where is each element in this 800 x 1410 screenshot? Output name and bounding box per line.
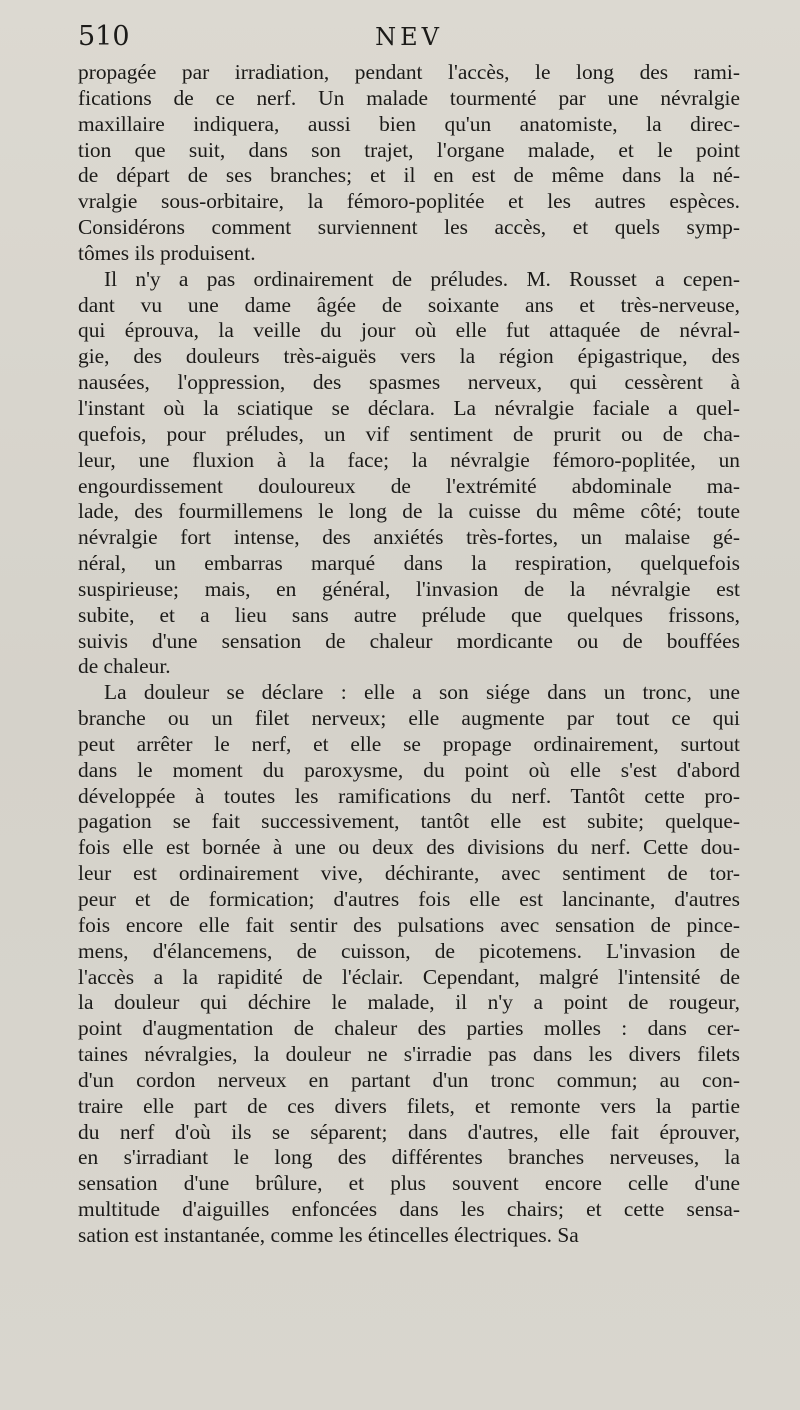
text-line: développée à toutes les ramifications du nerf. Tantôt cette pro- — [78, 783, 740, 808]
text-line: nausées, l'oppression, des spasmes nerveux, qui cessèrent à — [78, 370, 740, 395]
paragraph — [78, 267, 740, 681]
text-line: propagée par irradiation, pendant l'accès, le long des rami- — [78, 60, 740, 84]
text-line: névralgie fort intense, des anxiétés très-fortes, un malaise gé- — [78, 525, 740, 550]
text-line: Il n'y a pas ordinairement de préludes. M. Rousset a cepen- — [104, 266, 740, 291]
text-line: dant vu une dame âgée de soixante ans et très-nerveuse, — [78, 292, 740, 317]
text-line: qui éprouva, la veille du jour où elle fut attaquée de névral- — [78, 318, 740, 343]
text-line: fications de ce nerf. Un malade tourmenté par une névralgie — [78, 85, 740, 110]
text-line: vralgie sous-orbitaire, la fémoro-poplitée et les autres espèces. — [78, 189, 740, 214]
paragraph — [78, 60, 740, 267]
text-line: l'accès a la rapidité de l'éclair. Cependant, malgré l'intensité de — [78, 964, 740, 989]
text-line: d'un cordon nerveux en partant d'un tronc commun; au con- — [78, 1067, 740, 1092]
text-line: multitude d'aiguilles enfoncées dans les chairs; et cette sensa- — [78, 1197, 740, 1222]
text-line: La douleur se déclare : elle a son siége dans un tronc, une — [104, 680, 740, 705]
text-line: subite, et a lieu sans autre prélude que quelques frissons, — [78, 602, 740, 627]
page-header — [78, 22, 740, 52]
page-number: 510 — [78, 21, 130, 52]
text-line: branche ou un filet nerveux; elle augmente par tout ce qui — [78, 706, 740, 731]
text-line: néral, un embarras marqué dans la respiration, quelquefois — [78, 551, 740, 576]
text-line: pagation se fait successivement, tantôt elle est subite; quelque- — [78, 809, 740, 834]
text-line: suivis d'une sensation de chaleur mordicante ou de bouffées — [78, 628, 740, 653]
running-head: NEV — [375, 23, 443, 51]
text-line: suspirieuse; mais, en général, l'invasion de la névralgie est — [78, 576, 740, 601]
text-line: quefois, pour préludes, un vif sentiment de prurit ou de cha- — [78, 421, 740, 446]
text-line: Considérons comment surviennent les accès, et quels symp- — [78, 215, 740, 240]
text-line: la douleur qui déchire le malade, il n'y a point de rougeur, — [78, 990, 740, 1015]
text-line: peut arrêter le nerf, et elle se propage ordinairement, surtout — [78, 731, 740, 756]
text-line: de chaleur. — [78, 654, 171, 679]
text-line: traire elle part de ces divers filets, et remonte vers la partie — [78, 1093, 740, 1118]
text-line: de départ de ses branches; et il en est de même dans la né- — [78, 163, 740, 188]
text-line: tômes ils produisent. — [78, 240, 256, 265]
text-line: point d'augmentation de chaleur des parties molles : dans cer- — [78, 1016, 740, 1041]
text-line: tion que suit, dans son trajet, l'organe malade, et le point — [78, 137, 740, 162]
text-line: gie, des douleurs très-aiguës vers la région épigastrique, des — [78, 344, 740, 369]
text-line: maxillaire indiquera, aussi bien qu'un anatomiste, la direc- — [78, 111, 740, 136]
text-line: fois encore elle fait sentir des pulsations avec sensation de pince- — [78, 912, 740, 937]
text-line: taines névralgies, la douleur ne s'irradie pas dans les divers filets — [78, 1042, 740, 1067]
text-line: sensation d'une brûlure, et plus souvent encore celle d'une — [78, 1171, 740, 1196]
paragraph — [78, 680, 740, 1249]
text-line: leur, une fluxion à la face; la névralgie fémoro-poplitée, un — [78, 447, 740, 472]
text-line: en s'irradiant le long des différentes branches nerveuses, la — [78, 1145, 740, 1170]
text-line: mens, d'élancemens, de cuisson, de picotemens. L'invasion de — [78, 938, 740, 963]
text-line: sation est instantanée, comme les étincelles électriques. Sa — [78, 1222, 579, 1247]
text-line: dans le moment du paroxysme, du point où elle s'est d'abord — [78, 757, 740, 782]
text-line: l'instant où la sciatique se déclara. La névralgie faciale a quel- — [78, 395, 740, 420]
text-line: fois elle est bornée à une ou deux des divisions du nerf. Cette dou- — [78, 835, 740, 860]
text-line: du nerf d'où ils se séparent; dans d'autres, elle fait éprouver, — [78, 1119, 740, 1144]
text-line: peur et de formication; d'autres fois elle est lancinante, d'autres — [78, 887, 740, 911]
text-line: engourdissement douloureux de l'extrémité abdominale ma- — [78, 473, 740, 498]
text-line: lade, des fourmillemens le long de la cuisse du même côté; toute — [78, 499, 740, 524]
body-text — [78, 60, 740, 1249]
text-line: leur est ordinairement vive, déchirante, avec sentiment de tor- — [78, 861, 740, 886]
